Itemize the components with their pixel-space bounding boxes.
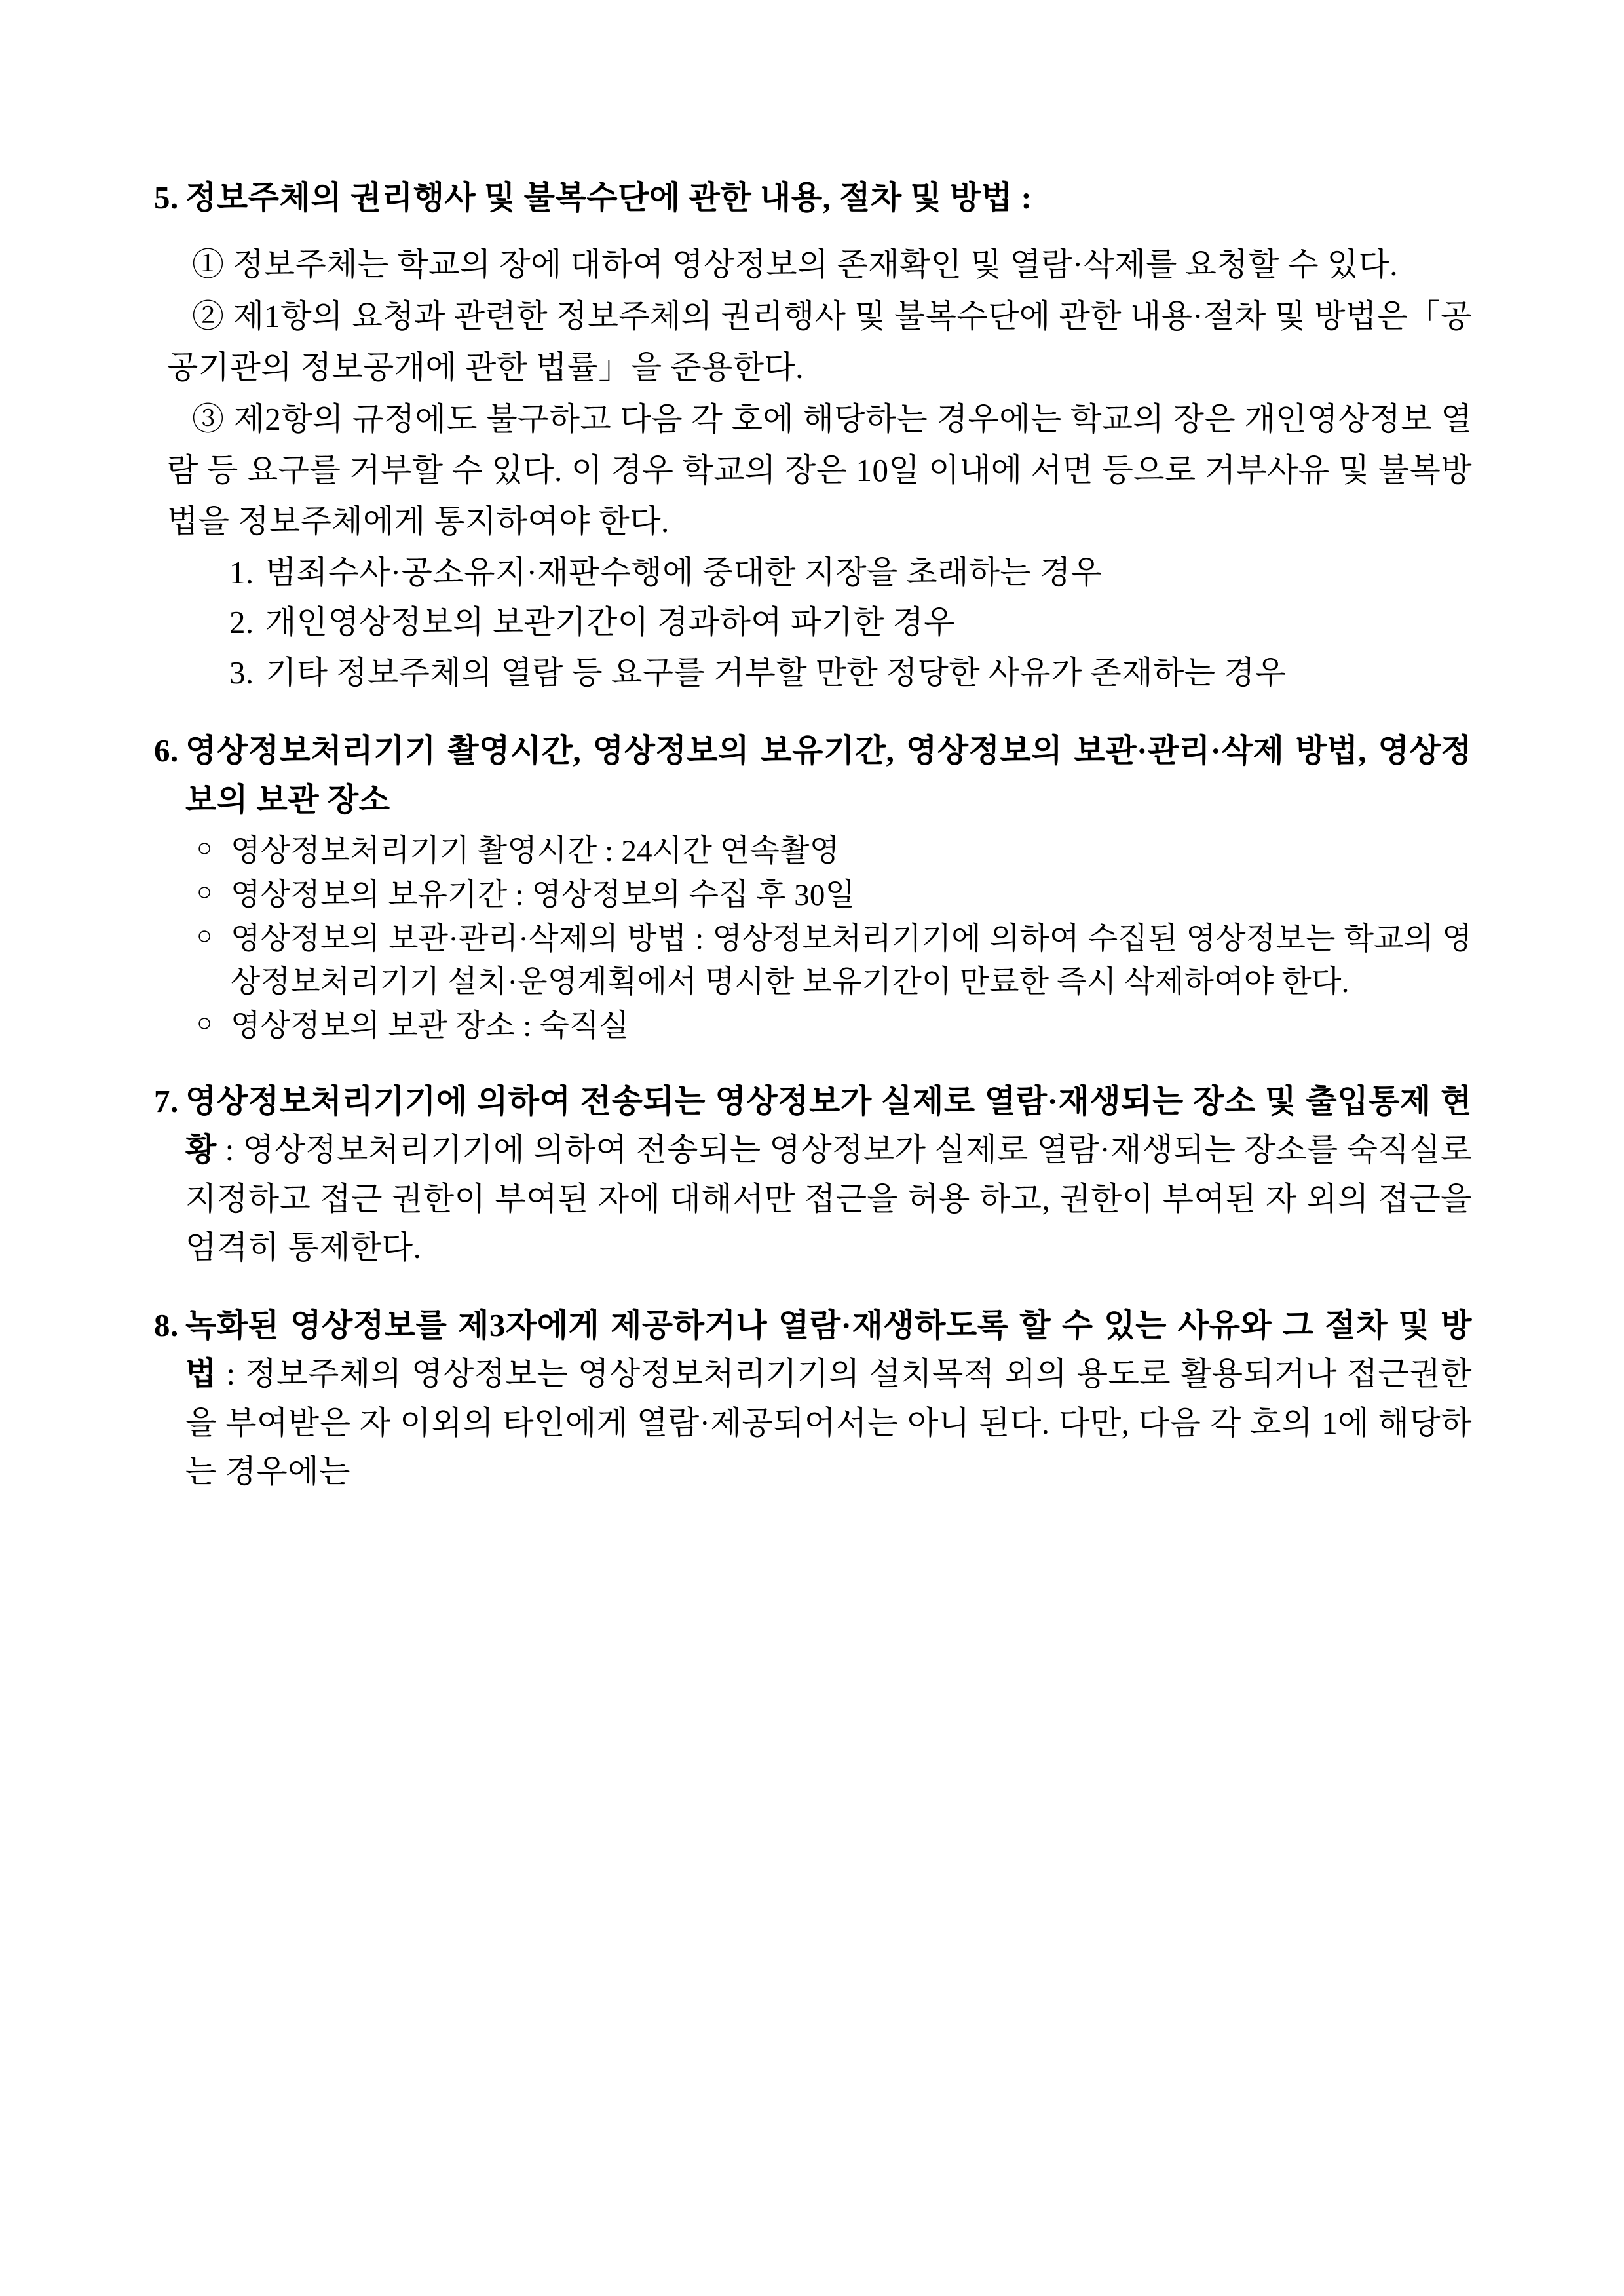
section-marker-7: 7. (154, 1082, 179, 1119)
section-marker-5: 5. (154, 180, 179, 216)
sub-item-1 (229, 548, 1472, 598)
sub-item-text-3: 기타 정보주체의 열람 등 요구를 거부할 만한 정당한 사유가 존재하는 경우 (265, 654, 1287, 691)
section-heading-8-text: 녹화된 영상정보를 제3자에게 제공하거나 열람·재생하도록 할 수 있는 사유와 그 절차 및 방법 (185, 1307, 1472, 1392)
bullet-item-2 (197, 873, 1472, 917)
section-heading-7 (154, 1077, 1472, 1272)
circle-bullet-icon: ○ (197, 1008, 213, 1037)
section-heading-8 (154, 1301, 1472, 1497)
document-content (154, 174, 1472, 1496)
section-body-8: : 정보주체의 영상정보는 영상정보처리기기의 설치목적 외의 용도로 활용되거나 접근권한을 부여받은 자 이외의 타인에게 열람·제공되어서는 아니 된다. 다만, 다음 각 호의 1에 해당하는 경우에는 (185, 1356, 1472, 1490)
spacer (154, 1048, 1472, 1077)
clause-2 (167, 291, 1472, 394)
clause-text-1: 정보주체는 학교의 장에 대하여 영상정보의 존재확인 및 열람·삭제를 요청할 수 있다. (233, 246, 1398, 283)
section-heading-5-text: 정보주체의 권리행사 및 불복수단에 관한 내용, 절차 및 방법 : (185, 180, 1032, 216)
spacer (154, 222, 1472, 239)
sub-item-text-2: 개인영상정보의 보관기간이 경과하여 파기한 경우 (265, 604, 956, 641)
section-heading-6-text: 영상정보처리기기 촬영시간, 영상정보의 보유기간, 영상정보의 보관·관리·삭제 방법, 영상정보의 보관 장소 (185, 733, 1472, 818)
section-marker-8: 8. (154, 1307, 179, 1343)
section-heading-5 (154, 174, 1472, 222)
section-heading-6 (154, 727, 1472, 824)
sub-item-text-1: 범죄수사·공소유지·재판수행에 중대한 지장을 초래하는 경우 (265, 554, 1103, 590)
clause-text-2: 제1항의 요청과 관련한 정보주체의 권리행사 및 불복수단에 관한 내용·절차 및 방법은「공공기관의 정보공개에 관한 법률」을 준용한다. (167, 297, 1472, 386)
spacer (154, 1272, 1472, 1301)
bullet-item-1 (197, 830, 1472, 873)
clause-marker-1: ① (192, 246, 225, 283)
circle-bullet-icon: ○ (197, 833, 213, 863)
section-body-7: : 영상정보처리기기에 의하여 전송되는 영상정보가 실제로 열람·재생되는 장소를 숙직실로 지정하고 접근 권한이 부여된 자에 대해서만 접근을 허용 하고, 권한이 부여된 자 외의 접근을 엄격히 통제한다. (185, 1132, 1472, 1266)
clause-marker-3: ③ (192, 400, 225, 437)
circle-bullet-icon: ○ (197, 876, 213, 906)
sub-item-3 (229, 648, 1472, 698)
spacer (154, 824, 1472, 830)
clause-text-3: 제2항의 규정에도 불구하고 다음 각 호에 해당하는 경우에는 학교의 장은 개인영상정보 열람 등 요구를 거부할 수 있다. 이 경우 학교의 장은 10일 이내에 서면 등으로 거부사유 및 불복방법을 정보주체에게 통지하여야 한다. (167, 400, 1473, 540)
sub-item-marker-3: 3. (229, 654, 254, 691)
sub-item-marker-1: 1. (229, 554, 254, 590)
bullet-text-2: 영상정보의 보유기간 : 영상정보의 수집 후 30일 (231, 877, 856, 912)
section-marker-6: 6. (154, 733, 179, 769)
spacer (154, 698, 1472, 727)
bullet-text-3: 영상정보의 보관·관리·삭제의 방법 : 영상정보처리기기에 의하여 수집된 영상정보는 학교의 영상정보처리기기 설치·운영계획에서 명시한 보유기간이 만료한 즉시 삭제하여야 한다. (231, 921, 1472, 1000)
circle-bullet-icon: ○ (197, 920, 213, 950)
clause-1 (167, 239, 1472, 290)
sub-item-marker-2: 2. (229, 604, 254, 641)
sub-item-2 (229, 598, 1472, 647)
clause-3 (167, 394, 1472, 548)
clause-marker-2: ② (192, 297, 225, 334)
section-heading-7-text: 영상정보처리기기에 의하여 전송되는 영상정보가 실제로 열람·재생되는 장소 및 출입통제 현황 (185, 1082, 1472, 1168)
bullet-item-3 (197, 917, 1472, 1004)
bullet-item-4 (197, 1004, 1472, 1048)
bullet-text-1: 영상정보처리기기 촬영시간 : 24시간 연속촬영 (231, 834, 840, 869)
bullet-text-4: 영상정보의 보관 장소 : 숙직실 (231, 1009, 630, 1043)
